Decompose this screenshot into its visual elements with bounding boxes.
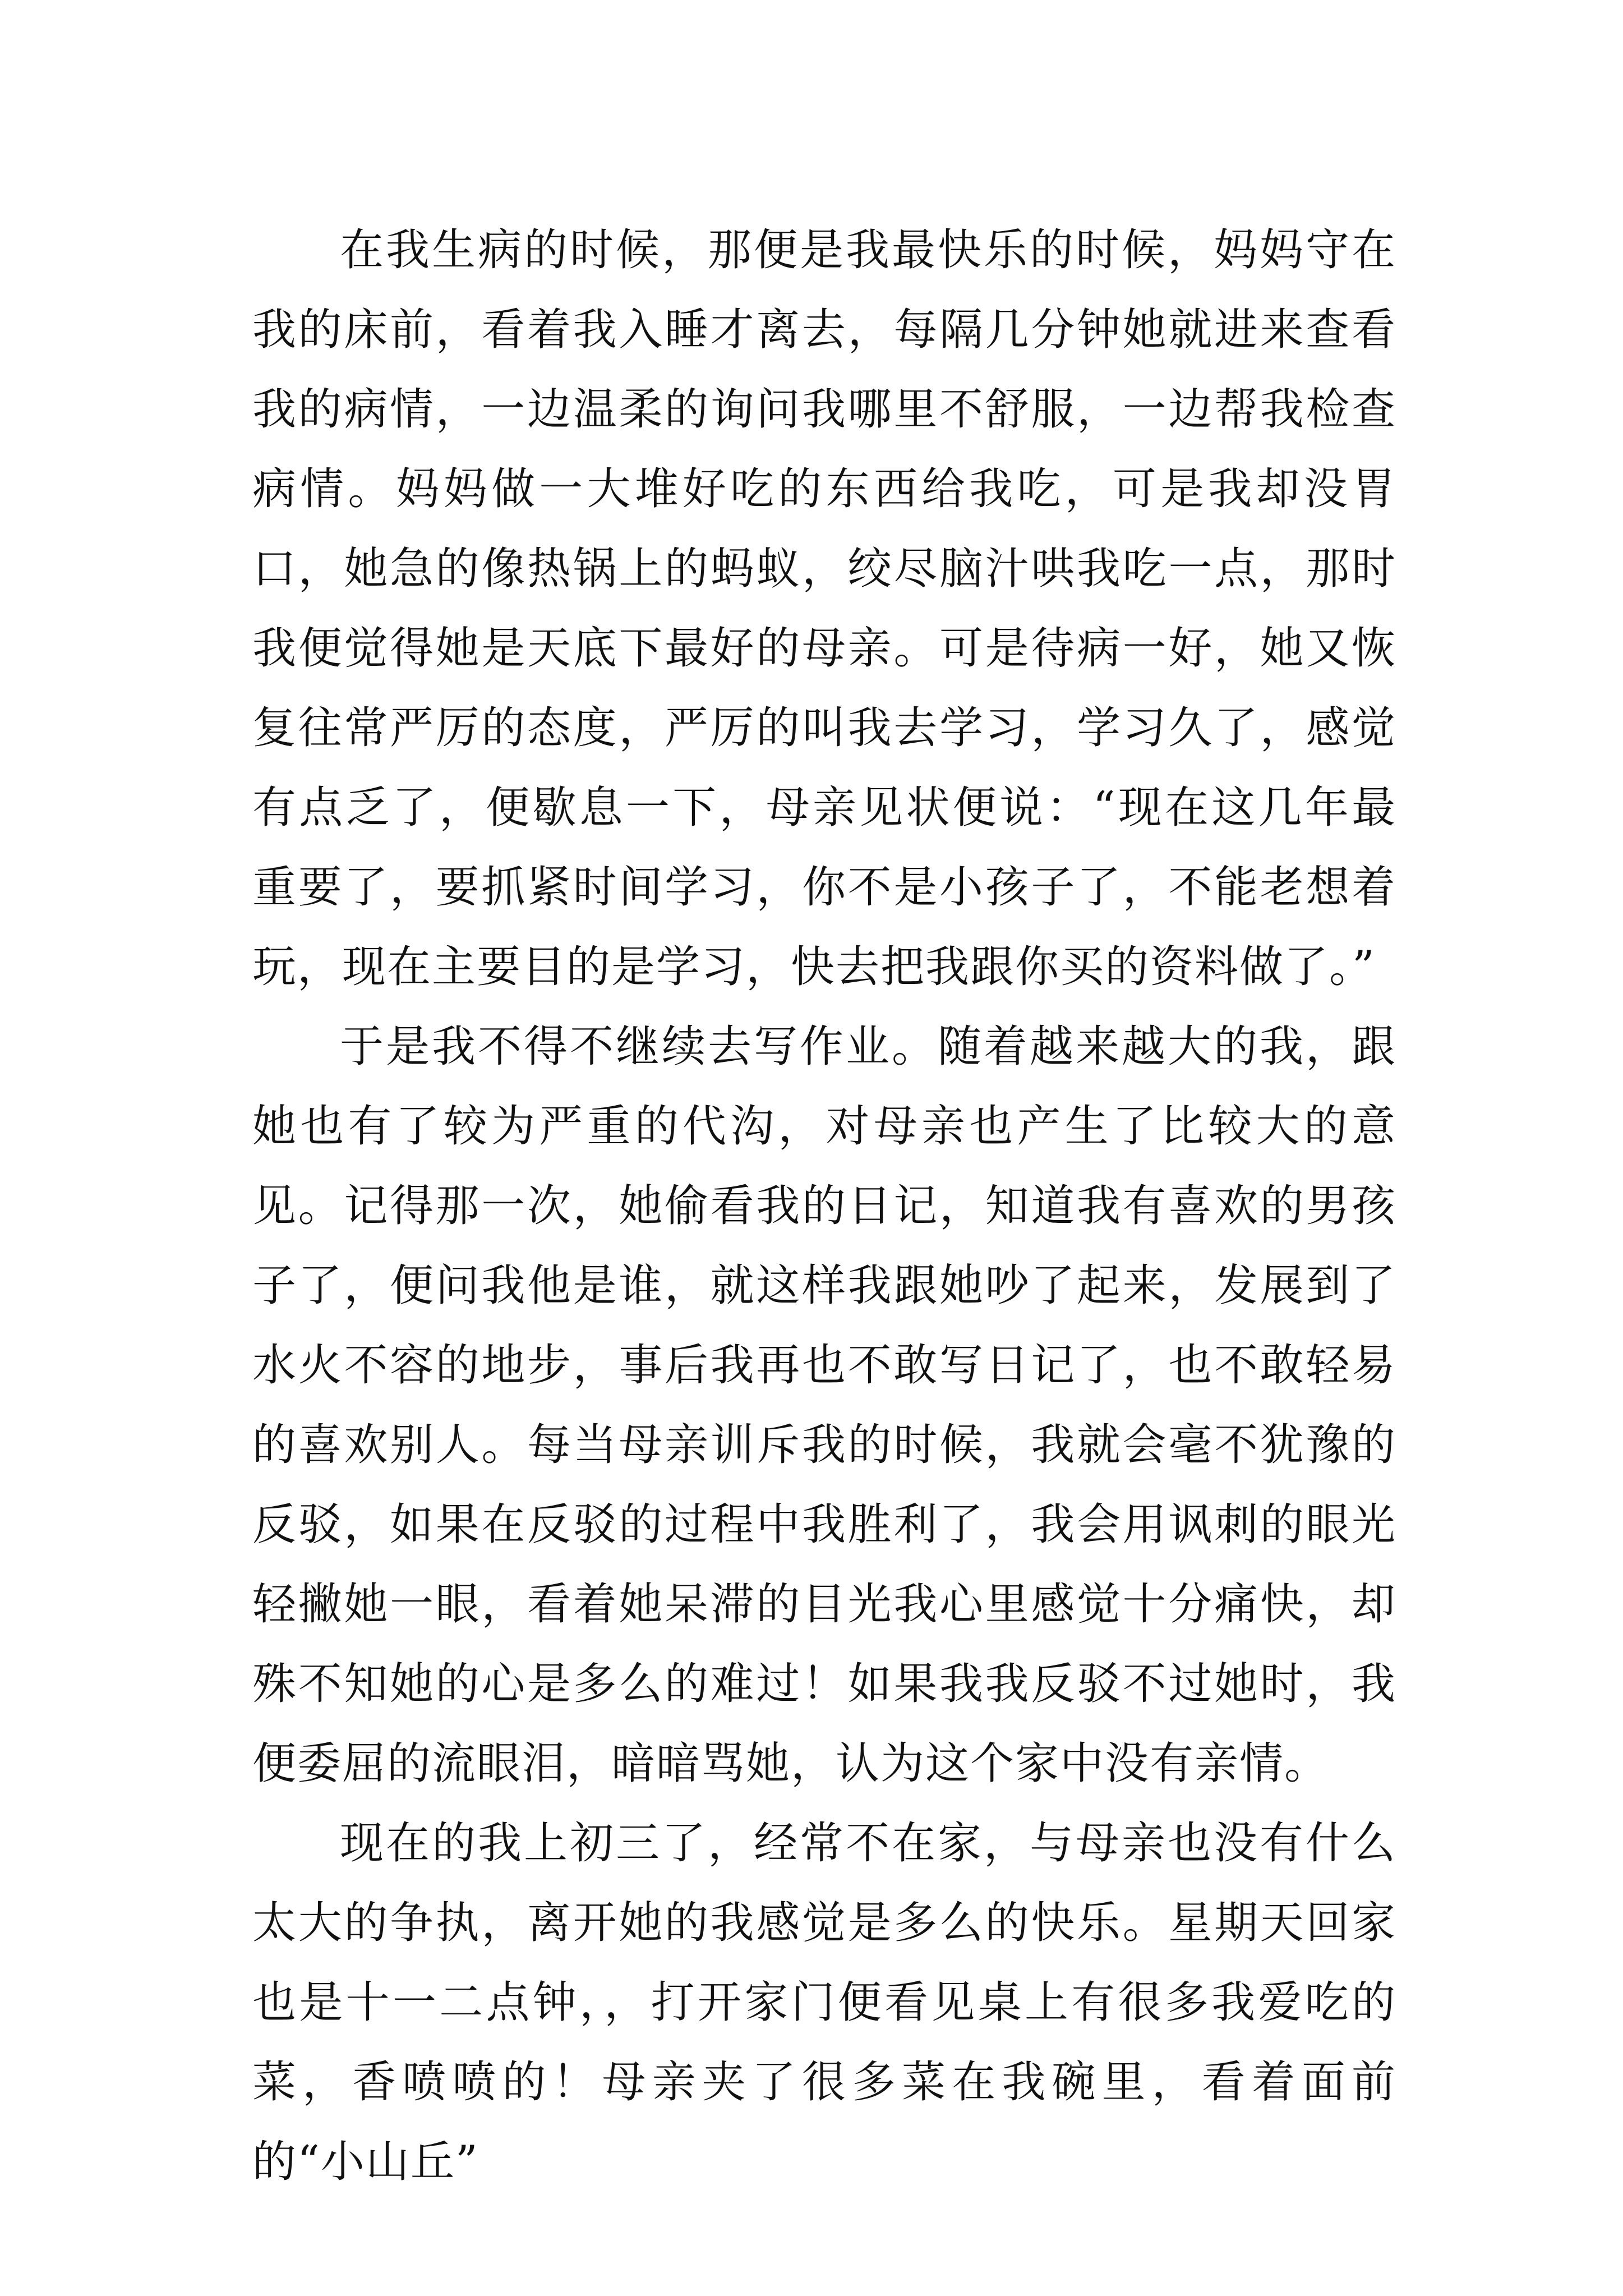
paragraph-1: 在我生病的时候，那便是我最快乐的时候，妈妈守在我的床前，看着我入睡才离去，每隔几分钟她就进来查看我的病情，一边温柔的询问我哪里不舒服，一边帮我检查病情。妈妈做一大堆好吃的东西给我吃，可是我却没胃口，她急的像热锅上的蚂蚁，绞尽脑汁哄我吃一点，那时我便觉得她是天底下最好的母亲。可是待病一好，她又恢复往常严厉的态度，严厉的叫我去学习，学习久了，感觉有点乏了，便歇息一下，母亲见状便说：“现在这几年最重要了，要抓紧时间学习，你不是小孩子了，不能老想着玩，现在主要目的是学习，快去把我跟你买的资料做了。” xyxy=(252,225,1396,992)
paragraph-2: 于是我不得不继续去写作业。随着越来越大的我，跟她也有了较为严重的代沟，对母亲也产生了比较大的意见。记得那一次，她偷看我的日记，知道我有喜欢的男孩子了，便问我他是谁，就这样我跟她吵了起来，发展到了水火不容的地步，事后我再也不敢写日记了，也不敢轻易的喜欢别人。每当母亲训斥我的时候，我就会毫不犹豫的反驳，如果在反驳的过程中我胜利了，我会用讽刺的眼光轻撇她一眼，看着她呆滞的目光我心里感觉十分痛快，却殊不知她的心是多么的难过！如果我我反驳不过她时，我便委屈的流眼泪，暗暗骂她，认为这个家中没有亲情。 xyxy=(252,1022,1396,1789)
document-page xyxy=(252,210,1396,2202)
paragraph-3: 现在的我上初三了，经常不在家，与母亲也没有什么太大的争执，离开她的我感觉是多么的快乐。星期天回家也是十一二点钟，，打开家门便看见桌上有很多我爱吃的菜，香喷喷的！母亲夹了很多菜在我碗里，看着面前的“小山丘” xyxy=(252,1818,1396,2187)
